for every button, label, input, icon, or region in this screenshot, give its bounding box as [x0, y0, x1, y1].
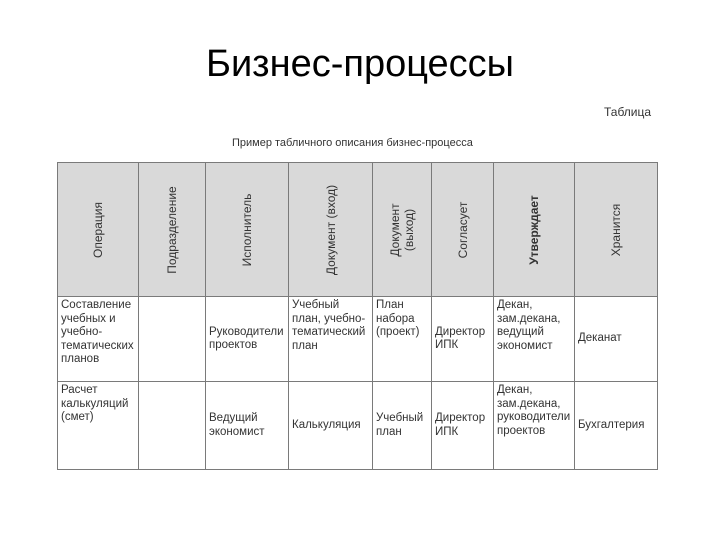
- header-doc-out: [373, 163, 432, 297]
- header-doc-in: Документ (вход): [289, 163, 373, 297]
- header-department: Подразделение: [139, 163, 206, 297]
- cell-approves: Декан, зам.декана, руководители проектов: [494, 382, 575, 470]
- cell-doc-in: Калькуляция: [289, 382, 373, 470]
- business-process-table: [57, 162, 658, 470]
- header-executor: Исполнитель: [206, 163, 289, 297]
- header-approves: Утверждает: [494, 163, 575, 297]
- header-doc-out-line2: (выход): [402, 208, 416, 251]
- cell-executor: Ведущий экономист: [206, 382, 289, 470]
- header-stored: Хранится: [575, 163, 658, 297]
- cell-operation: Составление учебных и учебно-тематических планов: [58, 297, 139, 382]
- cell-doc-out: План набора (проект): [373, 297, 432, 382]
- cell-department: [139, 297, 206, 382]
- header-doc-out-line1: Документ: [388, 202, 402, 257]
- header-operation: Операция: [58, 163, 139, 297]
- table-row: [58, 297, 658, 382]
- table-row: [58, 382, 658, 470]
- header-agrees: Согласует: [432, 163, 494, 297]
- cell-approves: Декан, зам.декана, ведущий экономист: [494, 297, 575, 382]
- cell-executor: Руководители проектов: [206, 297, 289, 382]
- cell-agrees: Директор ИПК: [432, 297, 494, 382]
- table-caption: Пример табличного описания бизнес-процесса: [232, 137, 473, 149]
- header-row: [58, 163, 658, 297]
- cell-doc-out: Учебный план: [373, 382, 432, 470]
- cell-stored: Деканат: [575, 297, 658, 382]
- cell-doc-in: Учебный план, учебно-тематический план: [289, 297, 373, 382]
- slide-title: Бизнес-процессы: [206, 43, 514, 85]
- cell-operation: Расчет калькуляций (смет): [58, 382, 139, 470]
- table-tag: Таблица: [604, 105, 652, 119]
- cell-agrees: Директор ИПК: [432, 382, 494, 470]
- cell-department: [139, 382, 206, 470]
- cell-stored: Бухгалтерия: [575, 382, 658, 470]
